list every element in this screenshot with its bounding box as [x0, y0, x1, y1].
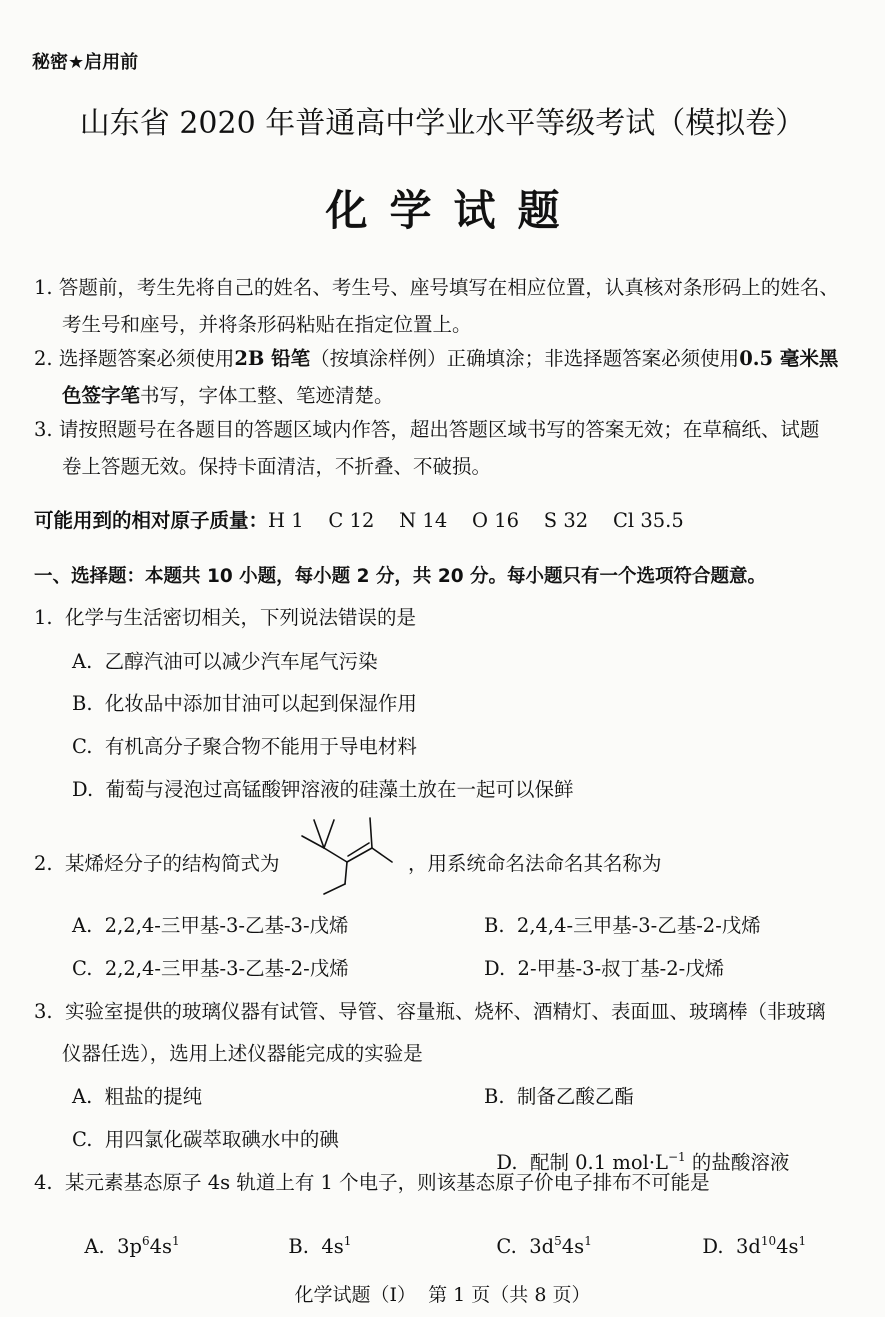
question-2-option-c: C. 2,2,4-三甲基-3-乙基-2-戊烯 — [72, 957, 349, 980]
instruction-1-line-1: 1. 答题前，考生先将自己的姓名、考生号、座号填写在相应位置，认真核对条形码上的姓名、 — [34, 276, 839, 299]
question-4-option-c: C. $3d^54s^1$ — [496, 1234, 592, 1258]
question-3-stem-line-2: 仪器任选），选用上述仪器能完成的实验是 — [62, 1042, 423, 1065]
question-2-option-b: B. 2,4,4-三甲基-3-乙基-2-戊烯 — [484, 914, 761, 937]
question-2-stem-b: ，用系统命名法命名其名称为 — [408, 852, 662, 875]
alkene-structure-diagram — [292, 814, 402, 896]
question-4-option-d: D. $3d^{10}4s^1$ — [702, 1234, 807, 1258]
question-4-option-a: A. $3p^64s^1$ — [84, 1234, 180, 1258]
page-footer: 化学试题（Ⅰ） 第 1 页（共 8 页） — [294, 1284, 591, 1306]
section-heading: 一、选择题：本题共 10 小题，每小题 2 分，共 20 分。每小题只有一个选项符合题意。 — [34, 566, 767, 587]
question-4-option-b: B. $4s^1$ — [288, 1234, 352, 1258]
instruction-3-line-2: 卷上答题无效。保持卡面清洁，不折叠、不破损。 — [62, 455, 492, 478]
question-1-stem: 1. 化学与生活密切相关，下列说法错误的是 — [34, 606, 417, 629]
instruction-3-line-1: 3. 请按照题号在各题目的答题区域内作答，超出答题区域书写的答案无效；在草稿纸、试题 — [34, 418, 820, 441]
question-1-option-a: A. 乙醇汽油可以减少汽车尾气污染 — [72, 650, 378, 673]
instruction-2-line-1: 2. 选择题答案必须使用2B 铅笔（按填涂样例）正确填涂；非选择题答案必须使用0.5 毫米黑 — [34, 347, 839, 370]
question-2-option-a: A. 2,2,4-三甲基-3-乙基-3-戊烯 — [72, 914, 349, 937]
question-2-stem-a: 2. 某烯烃分子的结构简式为 — [34, 852, 280, 875]
question-3-option-a: A. 粗盐的提纯 — [72, 1085, 203, 1108]
question-3-option-d: D. 配制 0.1 $mol\cdot L^{-1}$ 的盐酸溶液 — [496, 1150, 790, 1174]
question-1-option-b: B. 化妆品中添加甘油可以起到保湿作用 — [72, 692, 417, 715]
atomic-masses: 可能用到的相对原子质量：H 1 C 12 N 14 O 16 S 32 Cl 35.5 — [34, 509, 684, 532]
instruction-2-line-2: 色签字笔书写，字体工整、笔迹清楚。 — [62, 384, 394, 407]
question-3-stem-line-1: 3. 实验室提供的玻璃仪器有试管、导管、容量瓶、烧杯、酒精灯、表面皿、玻璃棒（非玻璃 — [34, 1000, 826, 1023]
instruction-1-line-2: 考生号和座号，并将条形码粘贴在指定位置上。 — [62, 313, 472, 336]
confidential-label: 秘密★启用前 — [32, 52, 139, 73]
question-4-stem: 4. 某元素基态原子 4s 轨道上有 1 个电子，则该基态原子价电子排布不可能是 — [34, 1171, 710, 1194]
question-3-option-b: B. 制备乙酸乙酯 — [484, 1085, 634, 1108]
question-1-option-d: D. 葡萄与浸泡过高锰酸钾溶液的硅藻土放在一起可以保鲜 — [72, 778, 574, 801]
question-1-option-c: C. 有机高分子聚合物不能用于导电材料 — [72, 735, 417, 758]
exam-title: 山东省 2020 年普通高中学业水平等级考试（模拟卷） — [79, 106, 806, 141]
question-3-option-c: C. 用四氯化碳萃取碘水中的碘 — [72, 1128, 339, 1151]
question-2-option-d: D. 2-甲基-3-叔丁基-2-戊烯 — [484, 957, 725, 980]
subject-title: 化学试题 — [325, 186, 582, 235]
